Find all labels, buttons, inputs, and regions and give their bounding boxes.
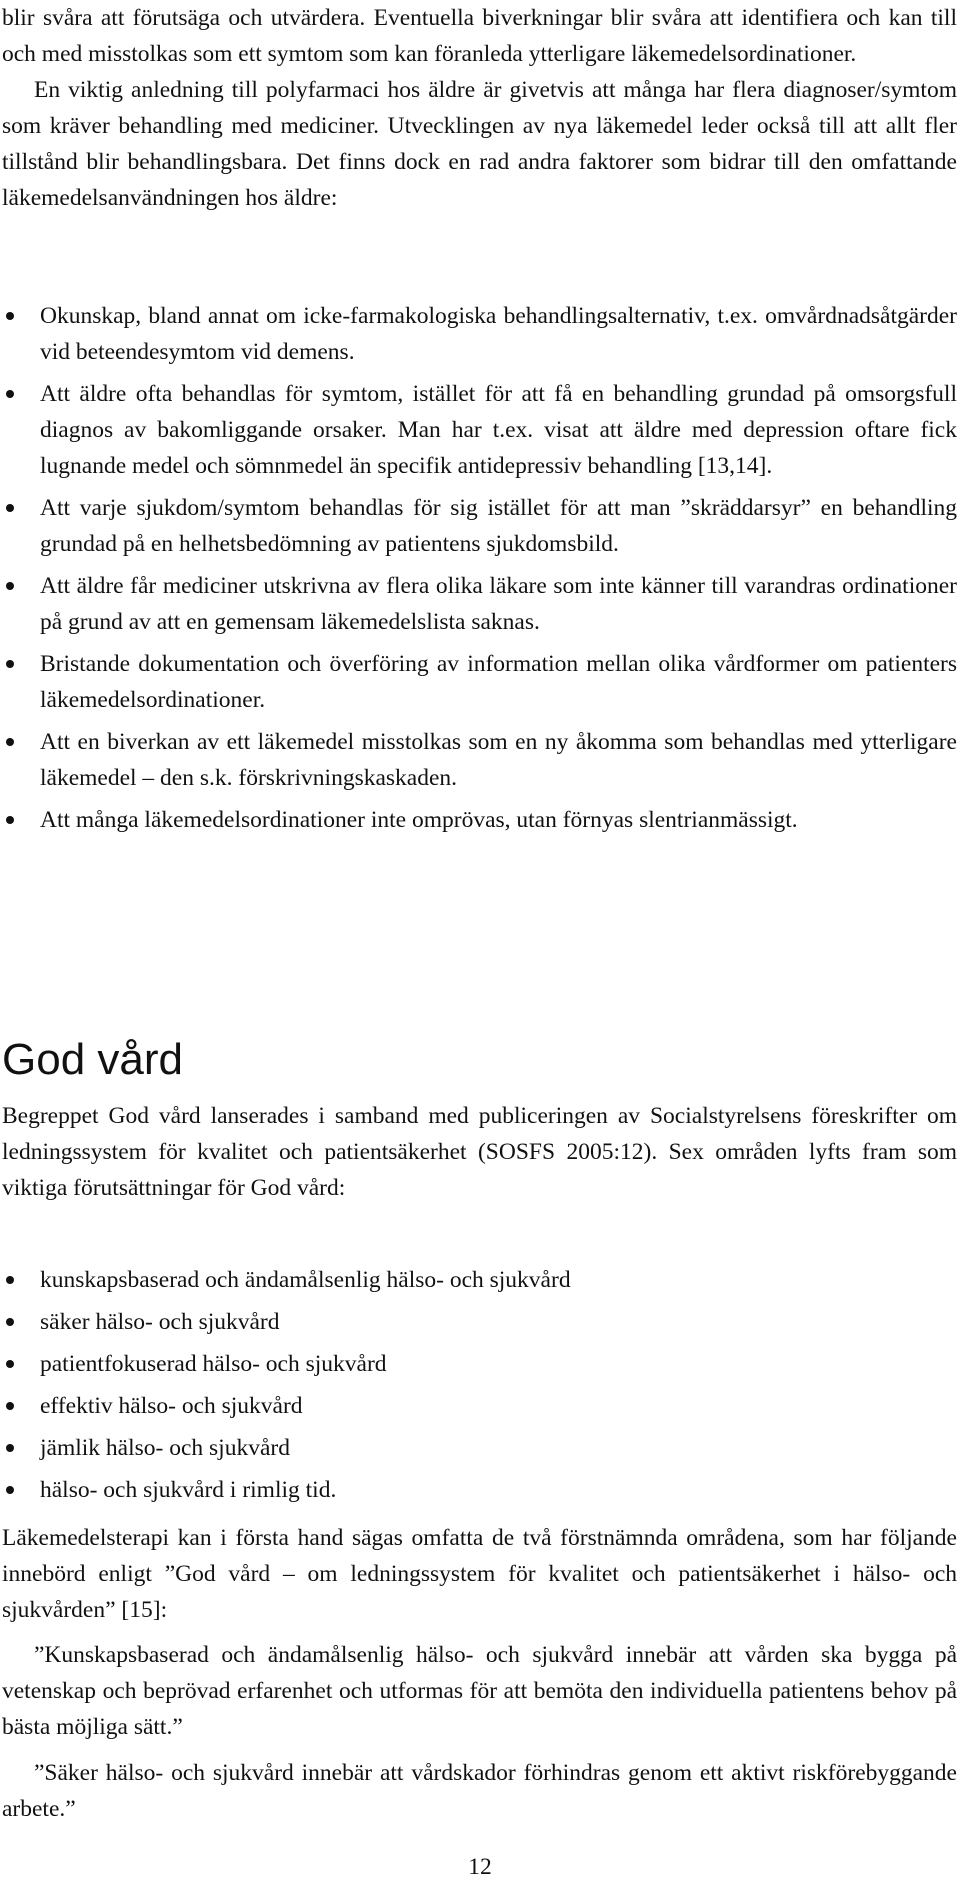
therapy-paragraph: Läkemedelsterapi kan i första hand sägas omfatta de två förstnämnda områdena, som har följande innebörd enligt ”God vård – om ledningssystem för kvalitet och patientsäkerhet i hälso- och sjukvården” [15]: (2, 1525, 957, 1623)
bullet-icon (6, 582, 14, 590)
section-heading: God vård (2, 1035, 183, 1084)
list-item: Att äldre ofta behandlas för symtom, istället för att få en behandling grundad på omsorgsfull diagnos av bakomliggande orsaker. Man har t.ex. visat att äldre med depression oftare fick lugnande medel och sömnmedel än specifik antidepressiv behandling [13,14]. (2, 376, 957, 484)
intro-paragraph-2: En viktig anledning till polyfarmaci hos äldre är givetvis att många har flera diagnoser/symtom som kräver behandling med mediciner. Utvecklingen av nya läkemedel leder också till att allt fler tillstånd blir behandlingsbara. Det finns dock en rad andra faktorer som bidrar till den omfattande läkemedelsanvändningen hos äldre: (2, 77, 957, 211)
bullet-icon (6, 660, 14, 668)
bullet-icon (6, 816, 14, 824)
bullet-icon (6, 738, 14, 746)
list-item: Att en biverkan av ett läkemedel misstolkas som en ny åkomma som behandlas med ytterligare läkemedel – den s.k. förskrivningskaskaden. (2, 724, 957, 796)
list-item: kunskapsbaserad och ändamålsenlig hälso- och sjukvård (2, 1262, 957, 1298)
areas-list (2, 1262, 957, 1514)
list-item: effektiv hälso- och sjukvård (2, 1388, 957, 1424)
list-item: hälso- och sjukvård i rimlig tid. (2, 1472, 957, 1508)
bullet-icon (6, 1360, 14, 1368)
list-item: Att varje sjukdom/symtom behandlas för sig istället för att man ”skräddarsyr” en behandling grundad på en helhetsbedömning av patientens sjukdomsbild. (2, 490, 957, 562)
bullet-icon (6, 1276, 14, 1284)
list-item: Att äldre får mediciner utskrivna av flera olika läkare som inte känner till varandras ordinationer på grund av att en gemensam läkemedelslista saknas. (2, 568, 957, 640)
page-number: 12 (468, 1854, 492, 1880)
bullet-icon (6, 1444, 14, 1452)
bullet-icon (6, 1318, 14, 1326)
list-item: Okunskap, bland annat om icke-farmakologiska behandlingsalternativ, t.ex. omvårdnadsåtgärder vid beteendesymtom vid demens. (2, 298, 957, 370)
quote-knowledge: ”Kunskapsbaserad och ändamålsenlig hälso- och sjukvård innebär att vården ska bygga på vetenskap och beprövad erfarenhet och utformas för att bemöta den individuella patientens behov på bästa möjliga sätt.” (2, 1642, 957, 1740)
list-item: jämlik hälso- och sjukvård (2, 1430, 957, 1466)
bullet-icon (6, 504, 14, 512)
list-item: säker hälso- och sjukvård (2, 1304, 957, 1340)
bullet-icon (6, 390, 14, 398)
list-item: Att många läkemedelsordinationer inte omprövas, utan förnyas slentrianmässigt. (2, 802, 957, 838)
bullet-icon (6, 1402, 14, 1410)
quote-safety: ”Säker hälso- och sjukvård innebär att vårdskador förhindras genom ett aktivt riskförebyggande arbete.” (2, 1760, 957, 1822)
factor-list (2, 298, 957, 844)
intro-paragraph-1: blir svåra att förutsäga och utvärdera. Eventuella biverkningar blir svåra att identifiera och kan till och med misstolkas som ett symtom som kan föranleda ytterligare läkemedelsordinationer. (2, 5, 957, 67)
bullet-icon (6, 1486, 14, 1494)
list-item: patientfokuserad hälso- och sjukvård (2, 1346, 957, 1382)
bullet-icon (6, 312, 14, 320)
list-item: Bristande dokumentation och överföring av information mellan olika vårdformer om patienters läkemedelsordinationer. (2, 646, 957, 718)
intro-text (2, 0, 957, 216)
god-vard-paragraph: Begreppet God vård lanserades i samband med publiceringen av Socialstyrelsens föreskrifter om ledningssystem för kvalitet och patientsäkerhet (SOSFS 2005:12). Sex områden lyfts fram som viktiga förutsättningar för God vård: (2, 1103, 957, 1201)
